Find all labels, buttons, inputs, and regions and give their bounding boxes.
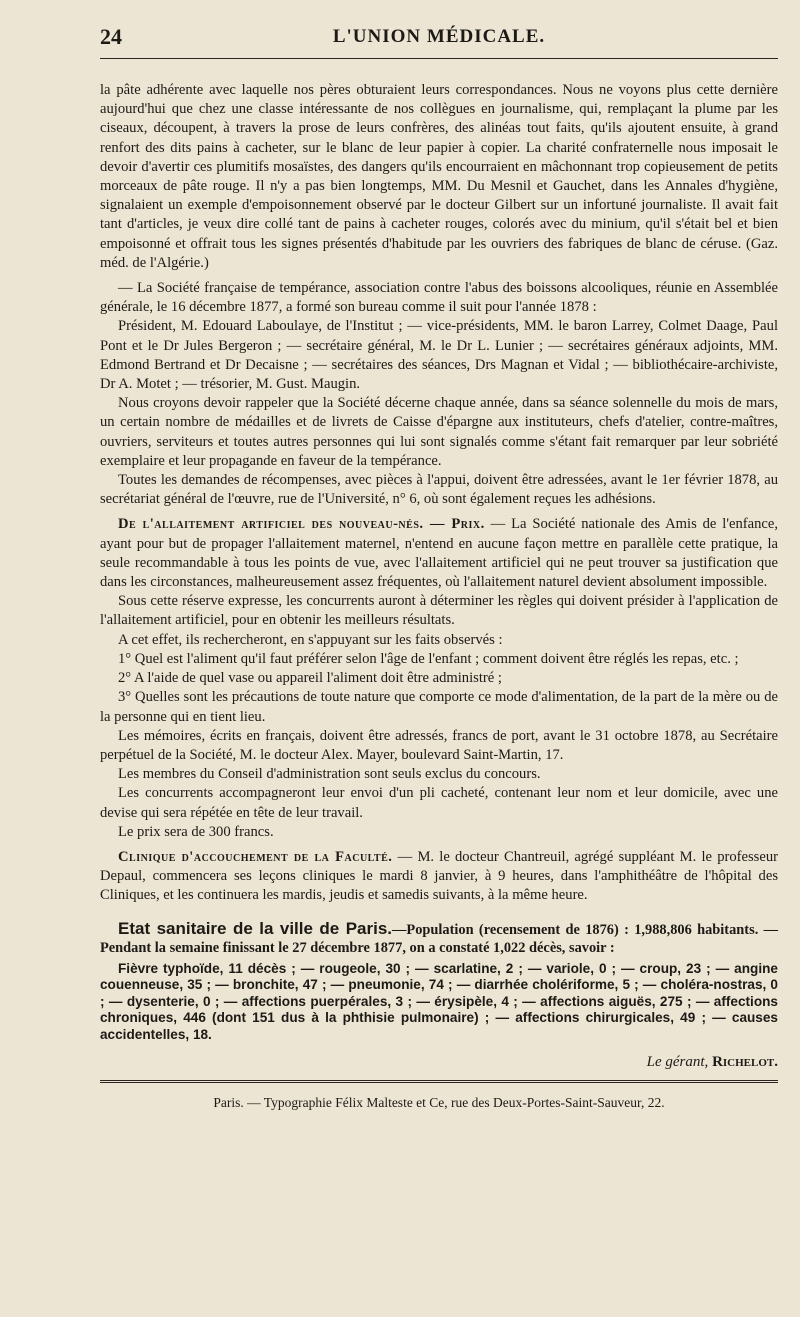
etat-title: Etat sanitaire de la ville de Paris. <box>118 918 393 938</box>
page-header <box>100 18 778 52</box>
allaitement-prize: Le prix sera de 300 francs. <box>118 823 274 840</box>
allaitement-excluded: Les membres du Conseil d'administration sont seuls exclus du concours. <box>118 766 541 783</box>
allaitement-question-3: 3° Quelles sont les précautions de toute nature que comporte ce mode d'alimentation, de la part de la mère ou de la personne qui en tient lieu. <box>100 689 778 725</box>
temperance-requests: Toutes les demandes de récompenses, avec pièces à l'appui, doivent être adressées, avant le 1er février 1878, au secrétariat général de l'œuvre, rue de l'Université, n° 6, où sont également reçues les adhésions. <box>100 472 778 508</box>
clinique-notice <box>100 848 778 906</box>
signature-name: Richelot. <box>712 1054 778 1071</box>
allaitement-intro-text: — La Société nationale des Amis de l'enfance, ayant pour but de propager l'allaitement maternel, n'entend en aucune façon mettre en parallèle cette pratique, la seule recommandable à tous les points de vue, avec l'allaitement artificiel qui ne peut trouver sa justification que dans les circonstances, malheureusement assez fréquentes, où l'allaitement naturel devient absolument impossible. <box>100 516 778 591</box>
allaitement-intro <box>100 515 778 592</box>
printer-line: Paris. — Typographie Félix Malteste et Ce, rue des Deux-Portes-Saint-Sauveur, 22. <box>213 1095 665 1111</box>
signature <box>100 1053 778 1072</box>
temperance-bureau: Président, M. Edouard Laboulaye, de l'Institut ; — vice-présidents, MM. le baron Larrey, Colmet Daage, Paul Pont et le Dr Jules Bergeron ; — secrétaire général, M. le Dr L. Lunier ; — secrétaires généraux adjoints, MM. Edmond Bertrand et Dr Decaisne ; — secrétaires des séances, Drs Magnan et Vidal ; — bibliothécaire-archiviste, Dr A. Motet ; — trésorier, M. Gust. Maugin. <box>100 318 778 393</box>
allaitement-sealed: Les concurrents accompagneront leur envoi d'un pli cacheté, contenant leur nom et leur domicile, avec une devise qui sera répétée en tête de leur travail. <box>100 785 778 821</box>
allaitement-heading: De l'allaitement artificiel des nouveau-nés. — Prix. <box>118 516 485 533</box>
paragraph-pains-a-cacheter: la pâte adhérente avec laquelle nos pères obturaient leurs correspondances. Nous ne voyons plus cette dernière aujourd'hui que chez une classe intéressante de nos collègues en journalisme, qui, remplaçant la plume par les ciseaux, découpent, à travers la prose de leurs confrères, des alinéas tout faits, qu'ils ajoutent ensuite, à grand renfort des dits pains à cacheter, sur le blanc de leur papier à copier. La charité confraternelle nous imposait le devoir d'avertir ces plumitifs mosaïstes, des dangers qu'ils encourraient en mâchonnant trop copieusement de petits morceaux de pâte rouge. Il n'y a pas bien longtemps, MM. Du Mesnil et Gauchet, dans les Annales d'hygiène, signalaient un exemple d'empoisonnement observé par le docteur Gilbert sur un infortuné journaliste. Il avait fait tant d'articles, je veux dire collé tant de pains à cacheter rouges, colorés avec du minium, qu'il s'était bel et bien empoisonné et offrait tous les signes présentés d'habitude par les ouvriers des fabriques de blanc de céruse. (Gaz. méd. de l'Algérie.) <box>100 82 778 271</box>
allaitement-effect: A cet effet, ils rechercheront, en s'appuyant sur les faits observés : <box>118 631 503 648</box>
allaitement-question-1: 1° Quel est l'aliment qu'il faut préférer selon l'âge de l'enfant ; comment doivent être réglés les repas, etc. ; <box>118 650 739 667</box>
temperance-rewards: Nous croyons devoir rappeler que la Société décerne chaque année, dans sa séance solennelle du mois de mars, un certain nombre de médailles et de livrets de Caisse d'épargne aux instituteurs, chefs d'atelier, contre-maîtres, ouvriers, serviteurs et toutes autres personnes qui lui sont signalés comme s'étant fait remarquer par leur sobriété exemplaire et leur propagande en faveur de la tempérance. <box>100 395 778 469</box>
footer-rule <box>100 1080 778 1083</box>
etat-sanitaire <box>100 920 778 1044</box>
journal-title: L'UNION MÉDICALE. <box>332 26 546 47</box>
clinique-text: — M. le docteur Chantreuil, agrégé suppléant M. le professeur Depaul, commencera ses leçons cliniques le mardi 8 janvier, à 9 heures, dans l'amphithéâtre de l'hôpital des Cliniques, et les continuera les mardis, jeudis et samedis suivants, à la même heure. <box>100 848 778 904</box>
allaitement-question-2: 2° A l'aide de quel vase ou appareil l'aliment doit être administré ; <box>118 670 502 687</box>
clinique-heading: Clinique d'accouchement de la Faculté. <box>118 848 393 865</box>
page-number: 24 <box>100 24 122 49</box>
allaitement-memoirs: Les mémoires, écrits en français, doivent être adressés, francs de port, avant le 31 octobre 1878, au Secrétaire perpétuel de la Société, M. le docteur Alex. Mayer, boulevard Saint-Martin, 17. <box>100 727 778 763</box>
etat-intro <box>100 920 778 957</box>
etat-stats: Fièvre typhoïde, 11 décès ; — rougeole, 30 ; — scarlatine, 2 ; — variole, 0 ; — croup, 23 ; — angine couenneuse, 35 ; — bronchite, 47 ; — pneumonie, 74 ; — diarrhée cholériforme, 5 ; — choléra-nostras, 0 ; — dysenterie, 0 ; — affections puerpérales, 3 ; — érysipèle, 4 ; — affections aiguës, 275 ; — affections chroniques, 446 (dont 151 dus à la phthisie pulmonaire) ; — affections chirurgicales, 49 ; — causes accidentelles, 18. <box>100 960 778 1042</box>
allaitement-reserve: Sous cette réserve expresse, les concurrents auront à déterminer les règles qui doivent présider à l'application de l'allaitement artificiel, pour en obtenir les meilleurs résultats. <box>100 593 778 629</box>
temperance-intro: — La Société française de tempérance, association contre l'abus des boissons alcooliques, réunie en Assemblée générale, le 16 décembre 1877, a formé son bureau comme il suit pour l'année 1878 : <box>100 280 778 316</box>
etat-intro-text: —Population (recensement de 1876) : 1,988,806 habitants. — Pendant la semaine finissant le 27 décembre 1877, on a constaté 1,022 décès, savoir : <box>100 921 779 956</box>
article-body <box>100 81 778 1072</box>
signature-label: Le gérant, <box>646 1054 709 1071</box>
header-rule <box>100 58 778 59</box>
